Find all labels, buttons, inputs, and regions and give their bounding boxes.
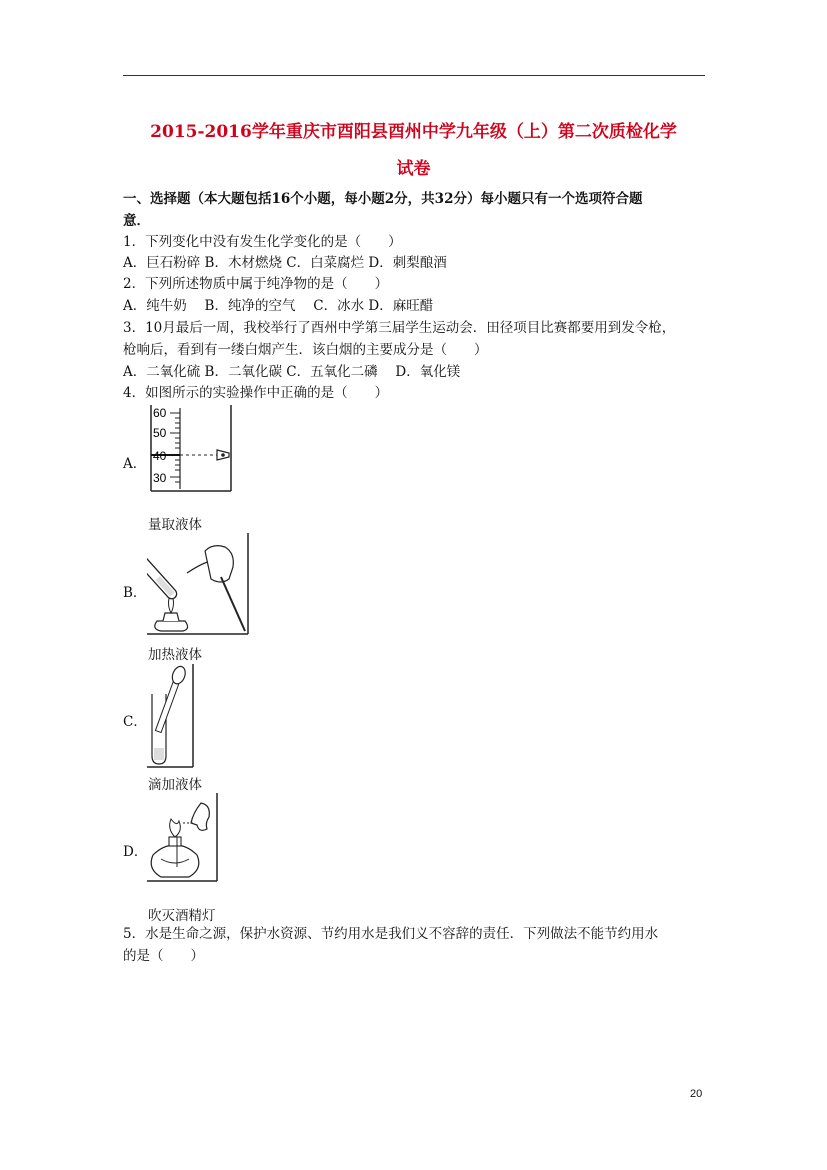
- heating-liquid-figure: [147, 533, 251, 636]
- cylinder-tick-40: 40: [153, 449, 167, 463]
- cylinder-tick-30: 30: [153, 471, 167, 485]
- doc-title-line1: 2015-2016学年重庆市酉阳县酉州中学九年级（上）第二次质检化学: [150, 122, 677, 142]
- option-b-caption: 加热液体: [148, 647, 202, 663]
- doc-title-line2: 试卷: [396, 159, 431, 179]
- hand-icon: [205, 546, 233, 582]
- option-a-caption: 量取液体: [148, 517, 202, 533]
- question-1: 1．下列变化中没有发生化学变化的是（ ）: [123, 234, 402, 250]
- page-number: 20: [690, 1088, 703, 1100]
- question-5-line2: 的是（ ）: [123, 948, 204, 964]
- cylinder-tick-50: 50: [153, 426, 167, 440]
- option-d-label: D．: [123, 844, 148, 860]
- question-4: 4．如图所示的实验操作中正确的是（ ）: [123, 385, 389, 401]
- cylinder-tick-60: 60: [153, 406, 167, 420]
- question-2-options: A．纯牛奶 B．纯净的空气 C．冰水 D．麻旺醋: [123, 298, 434, 314]
- header-rule: [123, 75, 705, 76]
- cylinder-reading-figure: [147, 405, 233, 495]
- dropping-liquid-figure: [147, 664, 195, 769]
- option-c-caption: 滴加液体: [148, 777, 202, 793]
- question-3-line2: 枪响后，看到有一缕白烟产生．该白烟的主要成分是（ ）: [123, 342, 488, 358]
- question-3-line1: 3．10月最后一周，我校举行了酉州中学第三届学生运动会．田径项目比赛都要用到发令枪，: [123, 320, 676, 336]
- option-d-caption: 吹灭酒精灯: [148, 908, 216, 924]
- option-c-label: C．: [123, 714, 147, 730]
- question-5-line1: 5．水是生命之源，保护水资源、节约用水是我们义不容辞的责任．下列做法不能节约用水: [123, 926, 659, 942]
- section-heading-line1: 一、选择题（本大题包括16个小题，每小题2分，共32分）每小题只有一个选项符合题: [123, 191, 643, 207]
- question-1-options: A．巨石粉碎 B．木材燃烧 C．白菜腐烂 D．刺梨酿酒: [123, 255, 447, 271]
- face-icon: [191, 803, 209, 830]
- section-heading-line2: 意．: [123, 213, 150, 229]
- alcohol-lamp-figure: [147, 793, 219, 883]
- option-b-label: B．: [123, 585, 147, 601]
- option-a-label: A．: [123, 456, 147, 472]
- question-2: 2．下列所述物质中属于纯净物的是（ ）: [123, 276, 389, 292]
- question-3-options: A．二氧化硫 B．二氧化碳 C．五氧化二磷 D．氧化镁: [123, 364, 461, 380]
